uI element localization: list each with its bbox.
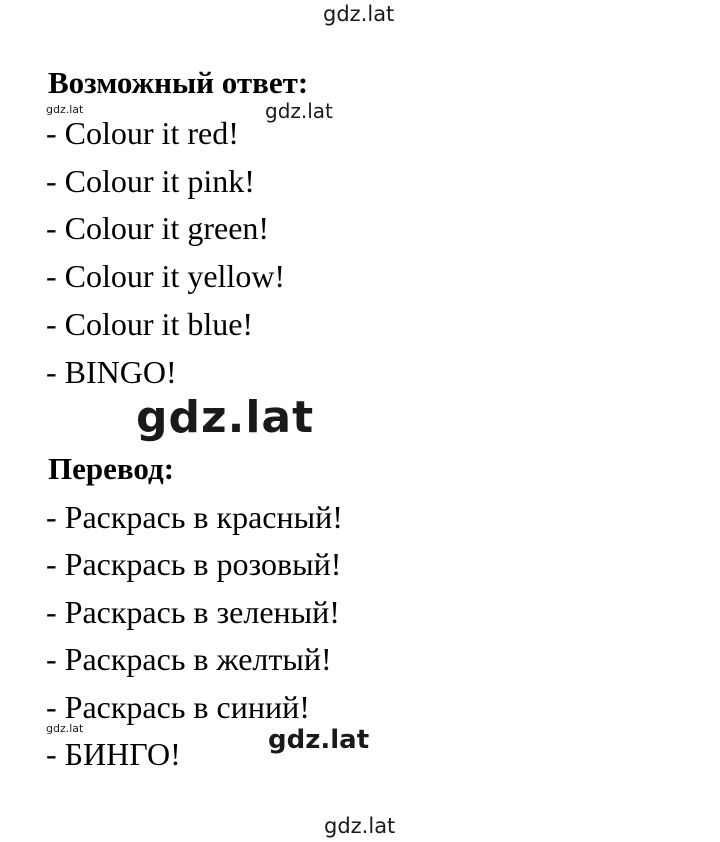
watermark-small: gdz.lat (46, 103, 84, 116)
answer-line: - Colour it green! (46, 210, 270, 246)
watermark-small: gdz.lat (46, 722, 84, 735)
translation-line: - Раскрась в красный! (46, 499, 343, 535)
translation-line: - Раскрась в желтый! (46, 641, 332, 677)
watermark-mid: gdz.lat (265, 99, 333, 123)
watermark-bottom: gdz.lat (324, 814, 396, 838)
translation-line: - Раскрась в розовый! (46, 546, 342, 582)
watermark-large: gdz.lat (136, 392, 315, 443)
answer-line: - Colour it blue! (46, 306, 254, 342)
translation-line: - Раскрась в зеленый! (46, 594, 340, 630)
watermark-mid: gdz.lat (268, 725, 370, 755)
answer-line: - Colour it red! (46, 115, 239, 151)
answer-line: - BINGO! (46, 354, 177, 390)
translation-line: - БИНГО! (46, 736, 181, 772)
translation-heading: Перевод: (48, 451, 175, 486)
answer-line: - Colour it yellow! (46, 258, 286, 294)
answer-heading: Возможный ответ: (48, 65, 309, 100)
watermark-top: gdz.lat (323, 2, 395, 26)
answer-line: - Colour it pink! (46, 163, 255, 199)
translation-line: - Раскрась в синий! (46, 689, 310, 725)
